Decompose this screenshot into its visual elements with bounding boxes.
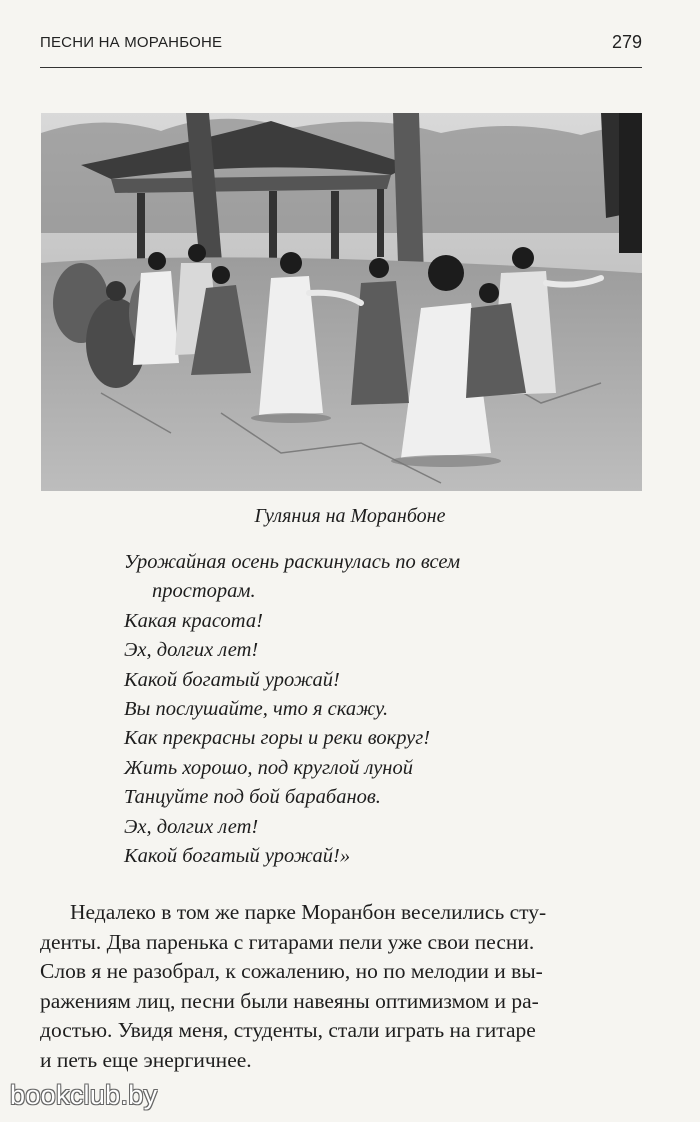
body-line: Недалеко в том же парке Моранбон веселились сту- <box>70 900 547 924</box>
body-paragraph <box>40 898 573 1076</box>
poem <box>124 548 644 871</box>
poem-line: Как прекрасны горы и реки вокруг! <box>124 727 431 750</box>
body-line: и петь еще энергичнее. <box>40 1047 252 1072</box>
body-line: достью. Увидя меня, студенты, стали играть на гитаре <box>40 1018 536 1043</box>
poem-line: Какой богатый урожай! <box>124 668 340 691</box>
body-line: Слов я не разобрал, к сожалению, но по мелодии и вы- <box>40 959 543 984</box>
poem-line: Какая красота! <box>124 609 263 632</box>
poem-line: Вы послушайте, что я скажу. <box>124 698 389 721</box>
poem-line: Какой богатый урожай!» <box>124 845 351 868</box>
body-line: денты. Два паренька с гитарами пели уже свои песни. <box>40 929 535 954</box>
figure-caption: Гуляния на Моранбоне <box>254 505 446 527</box>
festival-photo <box>41 113 642 491</box>
bookclub-watermark: bookclub.by <box>10 1080 158 1110</box>
header-rule <box>40 67 642 68</box>
poem-line: Урожайная осень раскинулась по всем <box>124 551 461 573</box>
running-title: ПЕСНИ НА МОРАНБОНЕ <box>40 34 223 51</box>
festival-photo-illustration <box>41 113 642 491</box>
poem-line: просторам. <box>152 580 256 603</box>
poem-line: Жить хорошо, под круглой луной <box>124 756 413 779</box>
poem-line: Эх, долгих лет! <box>124 639 259 662</box>
poem-line: Эх, долгих лет! <box>124 815 259 838</box>
poem-line: Танцуйте под бой барабанов. <box>124 786 381 809</box>
page-number: 279 <box>611 32 642 52</box>
body-line: ражениям лиц, песни были навеяны оптимизмом и ра- <box>40 988 539 1013</box>
running-head <box>40 32 642 56</box>
